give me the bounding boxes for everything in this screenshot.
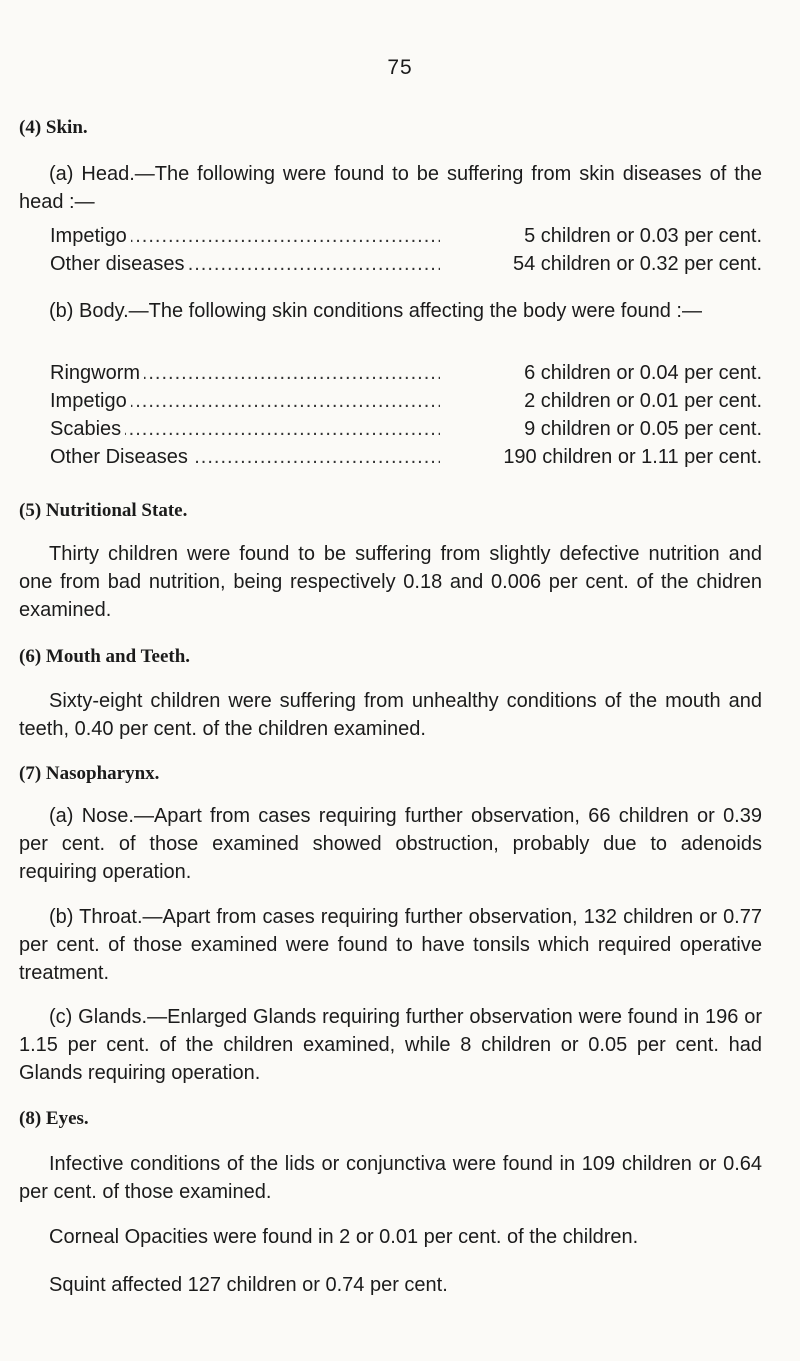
paragraph-glands: (c) Glands.—Enlarged Glands requiring further observation were found in 196 or 1.15 per cent. of the children examined, while 8 children or 0.05 per cent. had Glands requiring operation. bbox=[19, 1006, 762, 1084]
list-item bbox=[50, 222, 762, 250]
list-item bbox=[50, 443, 762, 471]
list-item bbox=[50, 415, 762, 443]
section-heading-nasopharynx: (7) Nasopharynx. bbox=[19, 763, 160, 784]
paragraph-mouth: Sixty-eight children were suffering from unhealthy conditions of the mouth and teeth, 0.40 per cent. of the children examined. bbox=[19, 690, 762, 740]
paragraph-eyes-infective: Infective conditions of the lids or conjunctiva were found in 109 children or 0.64 per cent. of those examined. bbox=[19, 1153, 762, 1203]
condition-value: 6 children or 0.04 per cent. bbox=[520, 359, 762, 387]
paragraph-head-intro: (a) Head.—The following were found to be suffering from skin diseases of the head :— bbox=[19, 163, 762, 213]
section-heading-mouth: (6) Mouth and Teeth. bbox=[19, 646, 191, 667]
section-heading-eyes: (8) Eyes. bbox=[19, 1108, 89, 1129]
condition-value: 9 children or 0.05 per cent. bbox=[520, 415, 762, 443]
condition-value: 2 children or 0.01 per cent. bbox=[520, 387, 762, 415]
section-heading-skin: (4) Skin. bbox=[19, 117, 88, 138]
list-item bbox=[50, 387, 762, 415]
paragraph-throat: (b) Throat.—Apart from cases requiring further observation, 132 children or 0.77 per cent. of those examined were found to have tonsils which required operative treatment. bbox=[19, 906, 762, 984]
condition-value: 54 children or 0.32 per cent. bbox=[509, 250, 762, 278]
paragraph-nose: (a) Nose.—Apart from cases requiring further observation, 66 children or 0.39 per cent. of those examined showed obstruction, probably due to adenoids requiring operation. bbox=[19, 805, 762, 883]
condition-label: Impetigo bbox=[50, 390, 131, 412]
condition-value: 190 children or 1.11 per cent. bbox=[499, 443, 762, 471]
paragraph-eyes-corneal: Corneal Opacities were found in 2 or 0.01 per cent. of the children. bbox=[49, 1226, 639, 1248]
paragraph-eyes-squint: Squint affected 127 children or 0.74 per cent. bbox=[49, 1274, 448, 1296]
list-item bbox=[50, 250, 762, 278]
condition-label: Scabies bbox=[50, 418, 125, 440]
condition-label: Ringworm bbox=[50, 362, 144, 384]
condition-label: Impetigo bbox=[50, 225, 131, 247]
paragraph-body-intro: (b) Body.—The following skin conditions affecting the body were found :— bbox=[49, 300, 702, 322]
condition-value: 5 children or 0.03 per cent. bbox=[520, 222, 762, 250]
list-item bbox=[50, 359, 762, 387]
paragraph-nutrition: Thirty children were found to be suffering from slightly defective nutrition and one from bad nutrition, being respectively 0.18 and 0.006 per cent. of the chidren examined. bbox=[19, 543, 762, 621]
page-number: 75 bbox=[387, 56, 413, 79]
condition-label: Other diseases bbox=[50, 253, 189, 275]
section-heading-nutrition: (5) Nutritional State. bbox=[19, 500, 188, 521]
condition-label: Other Diseases bbox=[50, 446, 192, 468]
